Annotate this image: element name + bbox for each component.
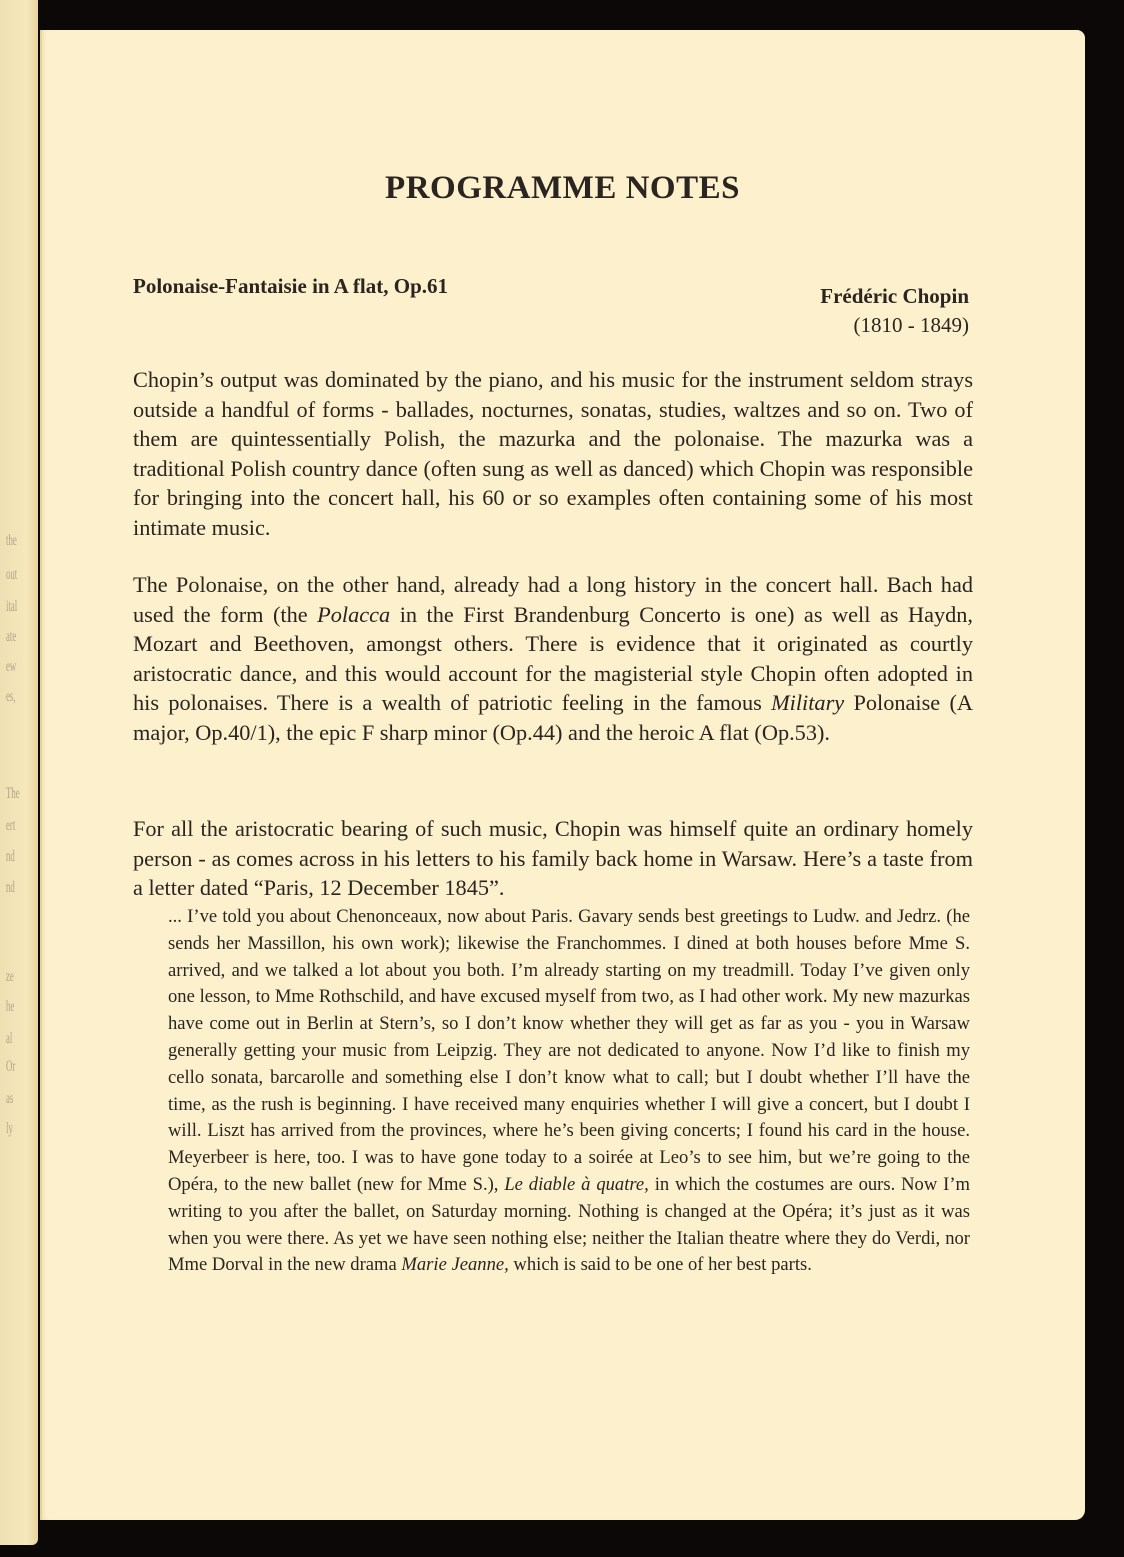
facing-page-fragment: out bbox=[6, 566, 18, 583]
paragraph-2-text: Polonaise (A major, Op.40/1), the epic F sharp minor (Op.44) and the heroic A flat (Op.53). bbox=[133, 690, 973, 745]
letter-text: ... I’ve told you about Chenonceaux, now about Paris. Gavary sends best greetings to Ludw. and Jedrz. (he sends her Massillon, his own work); likewise the Franchommes. I dined at both houses before Mme S. arrived, and we talked a lot about you both. I’m already starting on my treadmill. Today I’ve given only one lesson, to Mme Rothschild, and have excused myself from two, as I had other work. My new mazurkas have come out in Berlin at Stern’s, so I don’t know whether they will get as far as you - you in Warsaw generally getting your music from Leipzig. They are not dedicated to anyone. Now I’d like to finish my cello sonata, barcarolle and something else I don’t know what to call; but I doubt whether I’ll have the time, as the rush is beginning. I have received many enquiries whether I will give a concert, but I doubt I will. Liszt has arrived from the provinces, where he’s been giving concerts; I found his card in the house. Meyerbeer is here, too. I was to have gone today to a soirée at Leo’s to see him, but we’re going to the Opéra, to the new ballet (new for Mme S.), bbox=[168, 906, 970, 1195]
letter-text: in which the costumes are ours. Now I’m writing to you after the ballet, on Saturday morning. Nothing is changed at the Opéra; it’s just as it was when you were there. As yet we have seen nothing else; neither the Italian theatre where they do Verdi, nor Mme Dorval in the new drama bbox=[168, 1173, 971, 1276]
paragraph-2-text: The Polonaise, on the other hand, already had a long history in the concert hall. Bach had used the form (the bbox=[133, 572, 973, 627]
facing-page-fragment: Or bbox=[6, 1058, 16, 1075]
italic-marie-jeanne: Marie Jeanne, bbox=[401, 1254, 509, 1276]
facing-page-fragment: as bbox=[6, 1090, 14, 1107]
page-title: PROGRAMME NOTES bbox=[385, 170, 740, 206]
facing-page-fragment: ate bbox=[6, 628, 17, 645]
page-gutter bbox=[40, 30, 42, 1520]
paragraph-3: For all the aristocratic bearing of such music, Chopin was himself quite an ordinary homely person - as comes across in his letters to his family back home in Warsaw. Here’s a taste from a letter dated “Paris, 12 December 1845”. bbox=[133, 816, 973, 900]
work-title: Polonaise-Fantaisie in A flat, Op.61 bbox=[133, 274, 449, 298]
facing-page-fragment: ly bbox=[6, 1120, 13, 1137]
letter-text: which is said to be one of her best parts. bbox=[508, 1254, 812, 1276]
composer-dates: (1810 - 1849) bbox=[853, 313, 969, 337]
italic-le-diable: Le diable à quatre, bbox=[504, 1173, 649, 1195]
facing-page-fragment: he bbox=[6, 998, 15, 1015]
facing-page-fragment: the bbox=[6, 532, 17, 549]
facing-page-fragment: ew bbox=[6, 658, 17, 675]
italic-polacca: Polacca bbox=[317, 601, 391, 627]
facing-page-fragment: The bbox=[6, 785, 20, 802]
paragraph-2 bbox=[133, 570, 973, 747]
facing-page-fragment: ze bbox=[6, 968, 14, 985]
facing-page-fragment: ital bbox=[6, 598, 18, 615]
letter-quotation bbox=[168, 904, 970, 1279]
facing-page-fragment: nd bbox=[6, 848, 15, 865]
paragraph-1: Chopin’s output was dominated by the piano, and his music for the instrument seldom strays outside a handful of forms - ballades, nocturnes, sonatas, studies, waltzes and so on. Two of them are quintessentially Polish, the mazurka and the polonaise. The mazurka was a traditional Polish country dance (often sung as well as danced) which Chopin was responsible for bringing into the concert hall, his 60 or so examples often containing some of his most intimate music. bbox=[133, 367, 973, 540]
facing-page-fragment: es, bbox=[6, 688, 16, 705]
facing-page-edge bbox=[0, 0, 38, 1545]
composer-name: Frédéric Chopin bbox=[820, 284, 969, 308]
facing-page-fragment: ert bbox=[6, 817, 16, 834]
paragraph-2-text: in the First Brandenburg Concerto is one) as well as Haydn, Mozart and Beethoven, amongst others. There is evidence that it originated as courtly aristocratic dance, and this would account for the magisterial style Chopin often adopted in his polonaises. There is a wealth of patriotic feeling in the famous bbox=[133, 601, 973, 715]
italic-military: Military bbox=[771, 690, 845, 715]
composer-block bbox=[820, 284, 969, 338]
document-page bbox=[40, 30, 1085, 1520]
facing-page-fragment: nd bbox=[6, 879, 15, 896]
facing-page-fragment: al bbox=[6, 1030, 13, 1047]
